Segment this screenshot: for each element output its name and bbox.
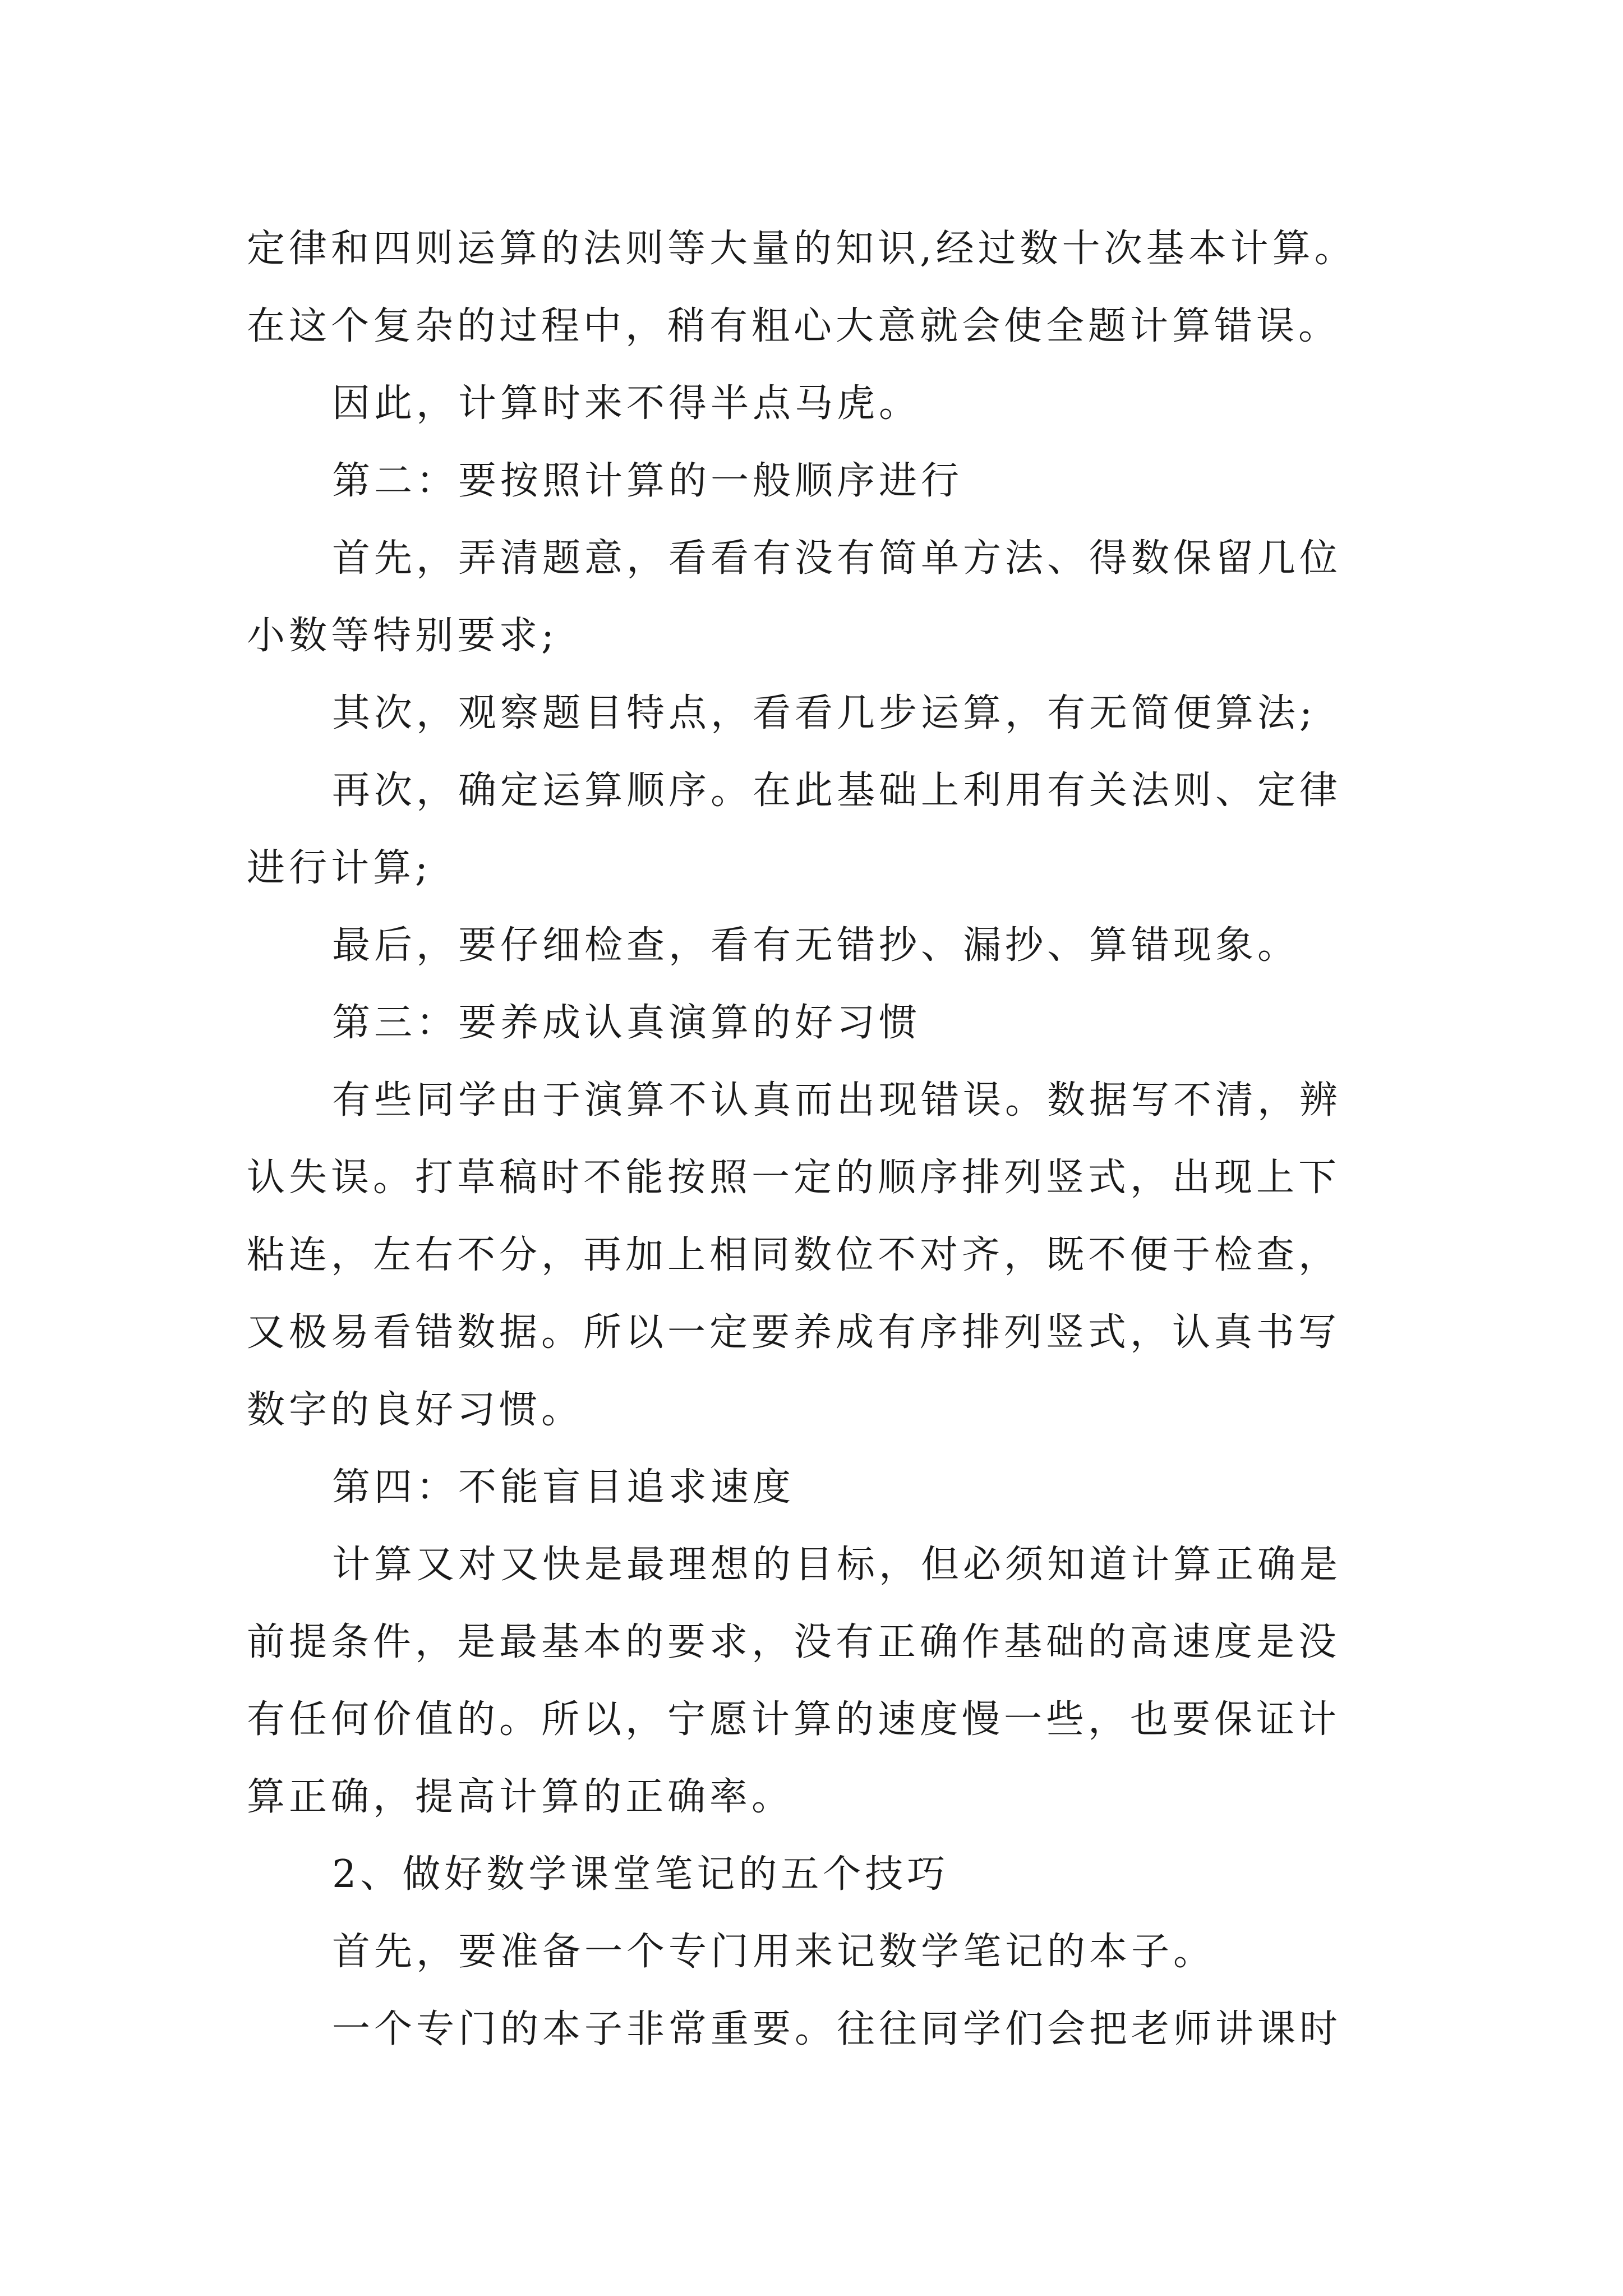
paragraph-line: 小数等特别要求; [247, 614, 558, 658]
paragraph-line: 有些同学由于演算不认真而出现错误。数据写不清，辨 [332, 1078, 1342, 1122]
paragraph-line: 一个专门的本子非常重要。往往同学们会把老师讲课时 [332, 2007, 1342, 2051]
paragraph-line: 粘连，左右不分，再加上相同数位不对齐，既不便于检查， [247, 1233, 1341, 1277]
paragraph-line: 算正确，提高计算的正确率。 [247, 1775, 794, 1819]
paragraph-line: 在这个复杂的过程中，稍有粗心大意就会使全题计算错误。 [247, 304, 1341, 348]
paragraph-line: 数字的良好习惯。 [247, 1388, 584, 1432]
paragraph-line: 因此，计算时来不得半点马虎。 [332, 381, 921, 426]
paragraph-line: 认失误。打草稿时不能按照一定的顺序排列竖式，出现上下 [247, 1156, 1341, 1200]
paragraph-line: 计算又对又快是最理想的目标，但必须知道计算正确是 [332, 1543, 1342, 1587]
paragraph-line: 首先，弄清题意，看看有没有简单方法、得数保留几位 [332, 536, 1342, 581]
paragraph-line: 前提条件，是最基本的要求，没有正确作基础的高速度是没 [247, 1620, 1341, 1664]
paragraph-line: 有任何价值的。所以，宁愿计算的速度慢一些，也要保证计 [247, 1697, 1341, 1742]
paragraph-line: 再次，确定运算顺序。在此基础上利用有关法则、定律 [332, 769, 1342, 813]
paragraph-line: 又极易看错数据。所以一定要养成有序排列竖式，认真书写 [247, 1310, 1341, 1355]
paragraph-line: 首先，要准备一个专门用来记数学笔记的本子。 [332, 1930, 1216, 1974]
paragraph-line: 定律和四则运算的法则等大量的知识,经过数十次基本计算。 [247, 227, 1357, 271]
section-heading: 第二：要按照计算的一般顺序进行 [332, 459, 963, 503]
paragraph-line: 其次，观察题目特点，看看几步运算，有无简便算法; [332, 691, 1316, 735]
paragraph-line: 最后，要仔细检查，看有无错抄、漏抄、算错现象。 [332, 923, 1300, 968]
paragraph-line: 进行计算; [247, 846, 432, 890]
section-heading: 第四：不能盲目追求速度 [332, 1465, 795, 1510]
body-text [247, 210, 1436, 2068]
section-heading: 2、做好数学课堂笔记的五个技巧 [332, 1852, 949, 1897]
section-heading: 第三：要养成认真演算的好习惯 [332, 1001, 921, 1045]
